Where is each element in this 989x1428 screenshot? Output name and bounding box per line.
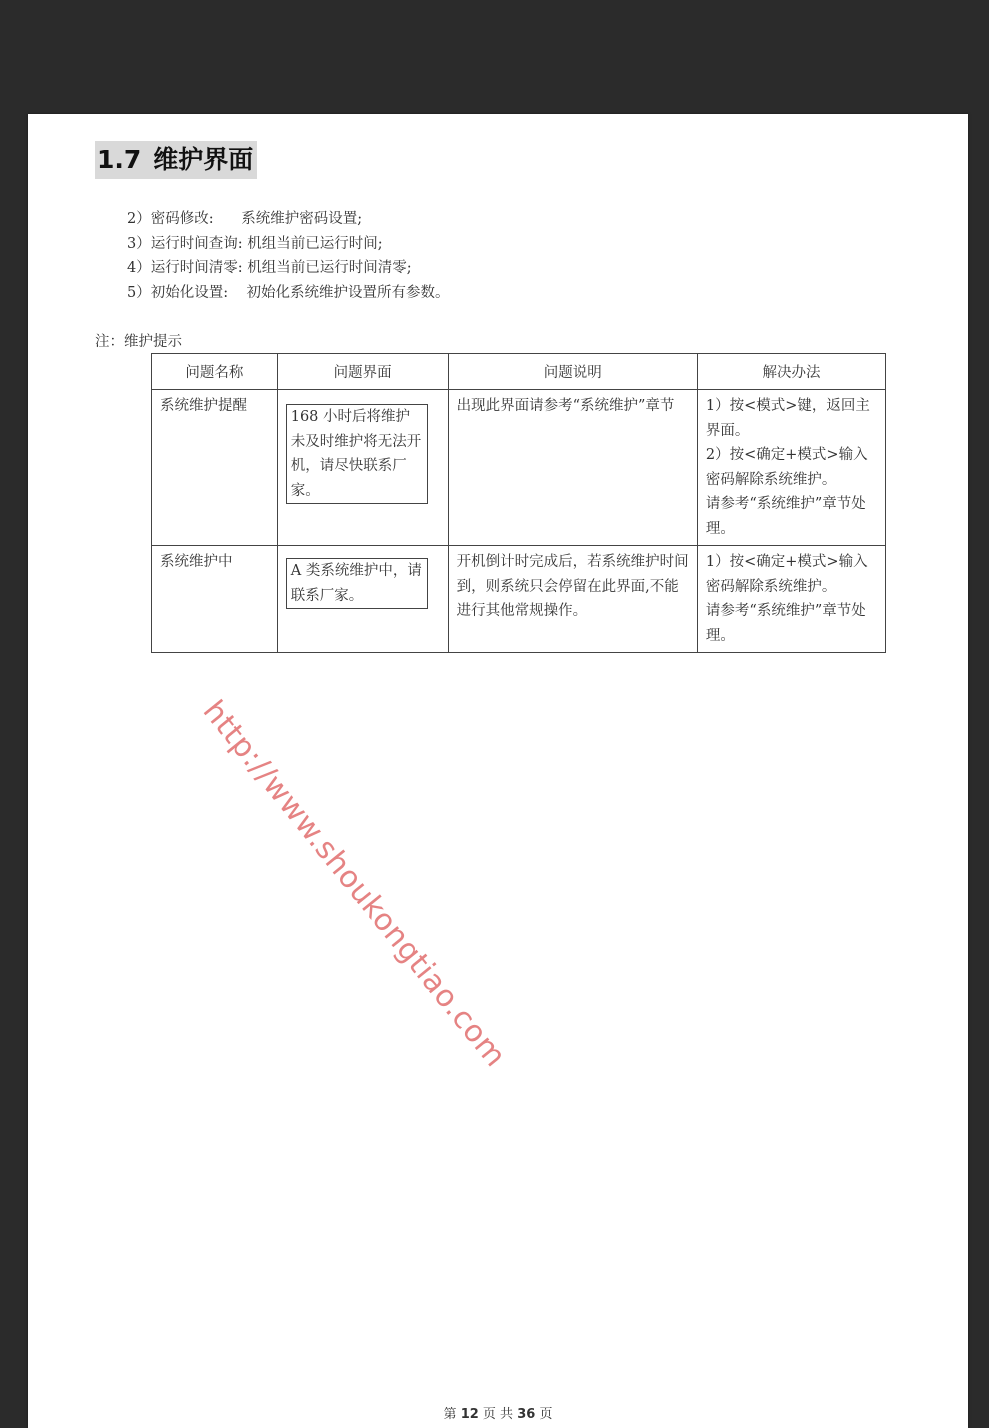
header-problem-screen: 问题界面 — [277, 354, 448, 390]
footer-suffix: 页 — [539, 1407, 553, 1422]
problem-name-cell: 系统维护中 — [152, 546, 278, 653]
solution-cell — [697, 546, 885, 653]
solution-cell — [697, 390, 885, 546]
problem-screen-cell — [277, 390, 448, 546]
list-item: 2）密码修改: 系统维护密码设置; — [127, 211, 363, 227]
solution-line: 1）按<模式>键，返回主界面。 — [705, 398, 870, 439]
note-label: 注：维护提示 — [95, 334, 182, 350]
section-heading — [95, 141, 257, 179]
footer-middle: 页 共 — [482, 1407, 514, 1422]
problem-name-cell: 系统维护提醒 — [152, 390, 278, 546]
document-page — [28, 114, 968, 1428]
maintenance-tips-table — [151, 353, 886, 653]
screen-message-box: 168 小时后将维护未及时维护将无法开机，请尽快联系厂家。 — [286, 404, 428, 504]
table-header-row — [152, 354, 886, 390]
footer-prefix: 第 — [443, 1407, 457, 1422]
header-problem-explanation: 问题说明 — [448, 354, 697, 390]
maintenance-options-list — [127, 207, 450, 305]
solution-line: 请参考“系统维护”章节处理。 — [705, 496, 866, 537]
screen-message-box: A 类系统维护中，请联系厂家。 — [286, 558, 428, 609]
page-footer — [28, 1403, 968, 1422]
problem-screen-cell — [277, 546, 448, 653]
header-problem-name: 问题名称 — [152, 354, 278, 390]
list-item: 3）运行时间查询: 机组当前已运行时间; — [127, 235, 383, 252]
section-number: 1.7 — [97, 145, 142, 174]
solution-line: 请参考“系统维护”章节处理。 — [705, 603, 866, 644]
list-item: 5）初始化设置: 初始化系统维护设置所有参数。 — [127, 284, 450, 301]
explanation-cell: 开机倒计时完成后，若系统维护时间到，则系统只会停留在此界面,不能进行其他常规操作。 — [448, 546, 697, 653]
section-title: 维护界面 — [153, 145, 254, 174]
list-item: 4）运行时间清零: 机组当前已运行时间清零; — [127, 260, 412, 276]
table-row — [152, 390, 886, 546]
current-page-number: 12 — [460, 1407, 479, 1422]
solution-line: 1）按<确定+模式>输入密码解除系统维护。 — [705, 554, 868, 595]
header-solution: 解决办法 — [697, 354, 885, 390]
table-row — [152, 546, 886, 653]
solution-line: 2）按<确定+模式>输入密码解除系统维护。 — [705, 447, 868, 488]
total-page-number: 36 — [517, 1407, 536, 1422]
explanation-cell: 出现此界面请参考“系统维护”章节 — [448, 390, 697, 546]
watermark-text: http://www.shoukongtiao.com — [195, 694, 513, 1074]
